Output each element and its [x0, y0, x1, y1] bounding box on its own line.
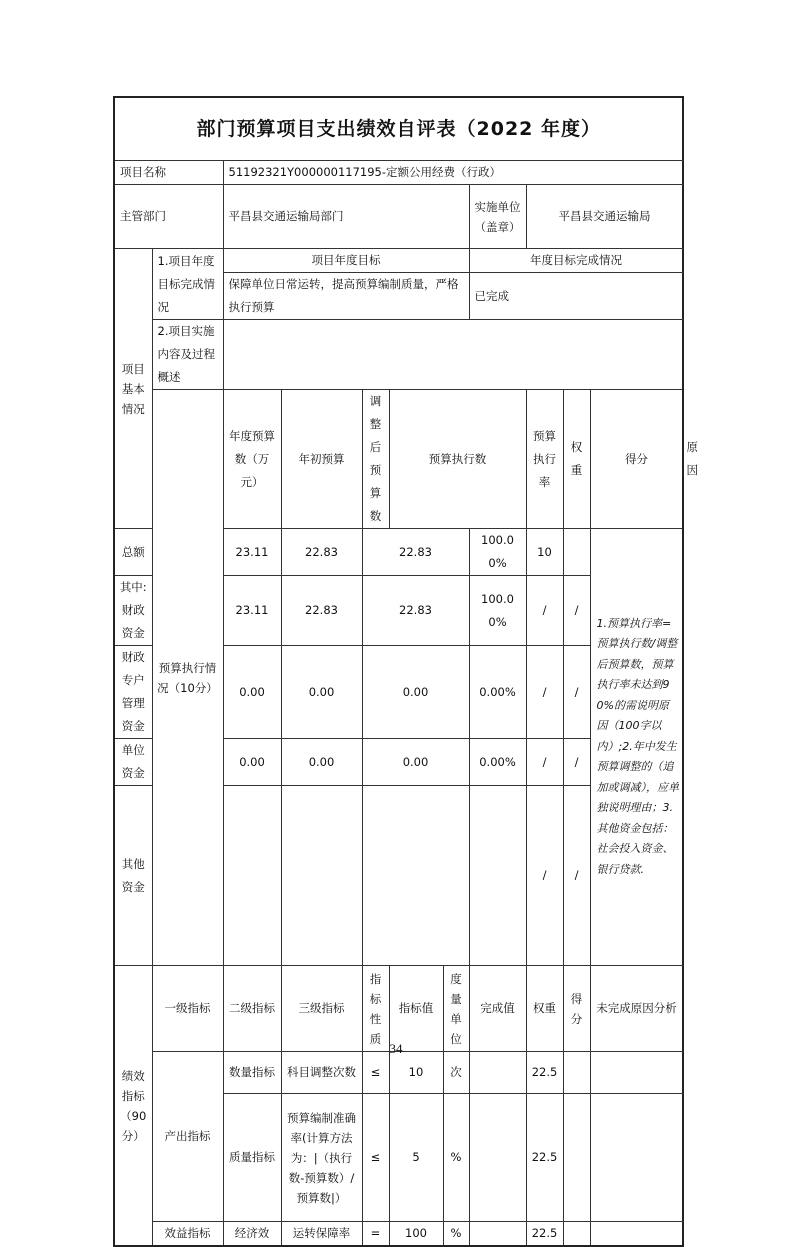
- perf-cell: ≤: [362, 1052, 389, 1094]
- basic-section-label: 项目基本情况: [114, 249, 152, 529]
- perf-cell: 科目调整次数: [281, 1052, 362, 1094]
- perf-header: 指标值: [389, 966, 443, 1052]
- budget-cell: 22.83: [362, 529, 469, 576]
- perf-section-label: 绩效指标（90分）: [114, 966, 152, 1247]
- perf-cell: [590, 1094, 683, 1222]
- perf-l1: 产出指标: [152, 1052, 223, 1222]
- budget-cell: 0.00: [362, 646, 469, 739]
- page-title: 部门预算项目支出绩效自评表（2022 年度）: [114, 97, 683, 161]
- budget-cell: 0.00: [281, 739, 362, 786]
- budget-cell: /: [526, 576, 563, 646]
- perf-cell: %: [443, 1094, 469, 1222]
- perf-cell: 经济效: [223, 1222, 281, 1247]
- perf-l1: 效益指标: [152, 1222, 223, 1247]
- budget-row-name: 总额: [114, 529, 152, 576]
- perf-cell: 100: [389, 1222, 443, 1247]
- budget-cell: /: [563, 786, 590, 966]
- impl-unit-value: 平昌县交通运输局: [526, 185, 683, 249]
- budget-cell: /: [526, 786, 563, 966]
- budget-row-name: 财政专户管理资金: [114, 646, 152, 739]
- budget-cell: 23.11: [223, 529, 281, 576]
- budget-cell: /: [563, 739, 590, 786]
- budget-cell: [223, 786, 281, 966]
- perf-cell: ≤: [362, 1094, 389, 1222]
- budget-cell: /: [526, 739, 563, 786]
- perf-cell: 22.5: [526, 1222, 563, 1247]
- budget-cell: 22.83: [281, 576, 362, 646]
- budget-cell: 0.00: [281, 646, 362, 739]
- budget-cell: [563, 529, 590, 576]
- perf-cell: [563, 1222, 590, 1247]
- budget-cell: [281, 786, 362, 966]
- dept-value: 平昌县交通运输局部门: [223, 185, 469, 249]
- perf-cell: [590, 1052, 683, 1094]
- perf-header: 一级指标: [152, 966, 223, 1052]
- perf-header: 二级指标: [223, 966, 281, 1052]
- budget-header: 得分: [590, 390, 683, 529]
- perf-cell: [563, 1094, 590, 1222]
- project-name-value: 51192321Y000000117195-定额公用经费（行政）: [223, 161, 683, 185]
- budget-row-name: 其中:财政资金: [114, 576, 152, 646]
- perf-header: 得分: [563, 966, 590, 1052]
- budget-cell: /: [563, 576, 590, 646]
- impl-text: [223, 320, 683, 390]
- budget-header: 预算执行率: [526, 390, 563, 529]
- budget-header: 权重: [563, 390, 590, 529]
- budget-cell: 100.00%: [469, 576, 526, 646]
- budget-row-name: 单位资金: [114, 739, 152, 786]
- budget-cell: 10: [526, 529, 563, 576]
- perf-cell: 运转保障率: [281, 1222, 362, 1247]
- budget-cell: 0.00: [362, 739, 469, 786]
- perf-cell: [590, 1222, 683, 1247]
- budget-header: 调整后预算数: [362, 390, 389, 529]
- budget-cell: [362, 786, 469, 966]
- perf-cell: 10: [389, 1052, 443, 1094]
- perf-header: 三级指标: [281, 966, 362, 1052]
- completion-header: 年度目标完成情况: [469, 249, 683, 273]
- budget-cell: 22.83: [362, 576, 469, 646]
- budget-header: 年初预算: [281, 390, 362, 529]
- impl-label: 2.项目实施内容及过程概述: [152, 320, 223, 390]
- budget-cell: [469, 786, 526, 966]
- budget-cell: 0.00: [223, 739, 281, 786]
- perf-header: 指标性质: [362, 966, 389, 1052]
- impl-unit-label: 实施单位（盖章）: [469, 185, 526, 249]
- goal-text: 保障单位日常运转，提高预算编制质量，严格执行预算: [223, 273, 469, 320]
- budget-row-name: 其他资金: [114, 786, 152, 966]
- self-evaluation-table: 部门预算项目支出绩效自评表（2022 年度） 项目名称 51192321Y000000117195-定额公用经费（行政） 主管部门 平昌县交通运输局部门 实施单位（盖章） 平昌县交通运输局 项目基本情况 1.项目年度目标完成情况 项目年度目标 年度目标完成情况 保障单位日常运转，提高预算编制质量，严格执行预算 已完成 2.项目实施内容及过程概述 预算执行情况（10分） 年度预算数（万元） 年初预算 调整后预算数 预算执行数 预算执行率 权重 得分 原因 总额 23.11 22.83 22.83 100.00% 10 1.预算执行率=预算执行数/调整后预算数，预算执行率未达到90%的需说明原因（100字以内）;2.年中发生预算调整的（追加或调减），应单独说明理由；3.其他资金包括：社会投入资金、银行贷款. 其中:财政资金 23.11 22.83 22.83 100.00% / / 财政专户管理资金 0.00 0.00 0.00 0.00% / / 单位资金 0.00 0.00 0.00 0.00% / / 其他资金 / / 绩效指标（90分） 一级指标 二级指标 三级指标 指标性质 指标值 度量单位 完成值 权重 得分 未完成原因分析 产出指标 数量指标 科目调整次数 ≤ 10 次 22.5 质量指标 预算编制准确率(计算方法为：|（执行数-预算数）/预算数|） ≤ 5 % 22.5 效益指标 经济效 运转保障率 = 100 % 22.5: [113, 96, 684, 1247]
- perf-cell: =: [362, 1222, 389, 1247]
- perf-header: 权重: [526, 966, 563, 1052]
- completion-text: 已完成: [469, 273, 683, 320]
- budget-cell: 22.83: [281, 529, 362, 576]
- perf-cell: %: [443, 1222, 469, 1247]
- budget-cell: 0.00: [223, 646, 281, 739]
- perf-cell: [563, 1052, 590, 1094]
- budget-header: 预算执行数: [389, 390, 526, 529]
- perf-header: 度量单位: [443, 966, 469, 1052]
- budget-cell: 100.00%: [469, 529, 526, 576]
- perf-cell: 次: [443, 1052, 469, 1094]
- perf-header: 完成值: [469, 966, 526, 1052]
- perf-cell: [469, 1052, 526, 1094]
- budget-cell: 23.11: [223, 576, 281, 646]
- project-name-label: 项目名称: [114, 161, 223, 185]
- perf-cell: 5: [389, 1094, 443, 1222]
- perf-cell: 数量指标: [223, 1052, 281, 1094]
- perf-cell: 22.5: [526, 1094, 563, 1222]
- perf-cell: [469, 1222, 526, 1247]
- budget-cell: 0.00%: [469, 646, 526, 739]
- perf-cell: 质量指标: [223, 1094, 281, 1222]
- budget-cell: 0.00%: [469, 739, 526, 786]
- page-number: 34: [389, 1041, 403, 1056]
- perf-header: 未完成原因分析: [590, 966, 683, 1052]
- budget-cell: /: [563, 646, 590, 739]
- budget-cell: /: [526, 646, 563, 739]
- perf-cell: [469, 1094, 526, 1222]
- goal-label: 1.项目年度目标完成情况: [152, 249, 223, 320]
- goal-header: 项目年度目标: [223, 249, 469, 273]
- budget-header: 年度预算数（万元）: [223, 390, 281, 529]
- reason-note: 1.预算执行率=预算执行数/调整后预算数，预算执行率未达到90%的需说明原因（100字以内）;2.年中发生预算调整的（追加或调减），应单独说明理由；3.其他资金包括：社会投入资金、银行贷款.: [590, 529, 683, 966]
- perf-cell: 22.5: [526, 1052, 563, 1094]
- budget-section-label: 预算执行情况（10分）: [152, 390, 223, 966]
- perf-cell: 预算编制准确率(计算方法为：|（执行数-预算数）/预算数|）: [281, 1094, 362, 1222]
- dept-label: 主管部门: [114, 185, 223, 249]
